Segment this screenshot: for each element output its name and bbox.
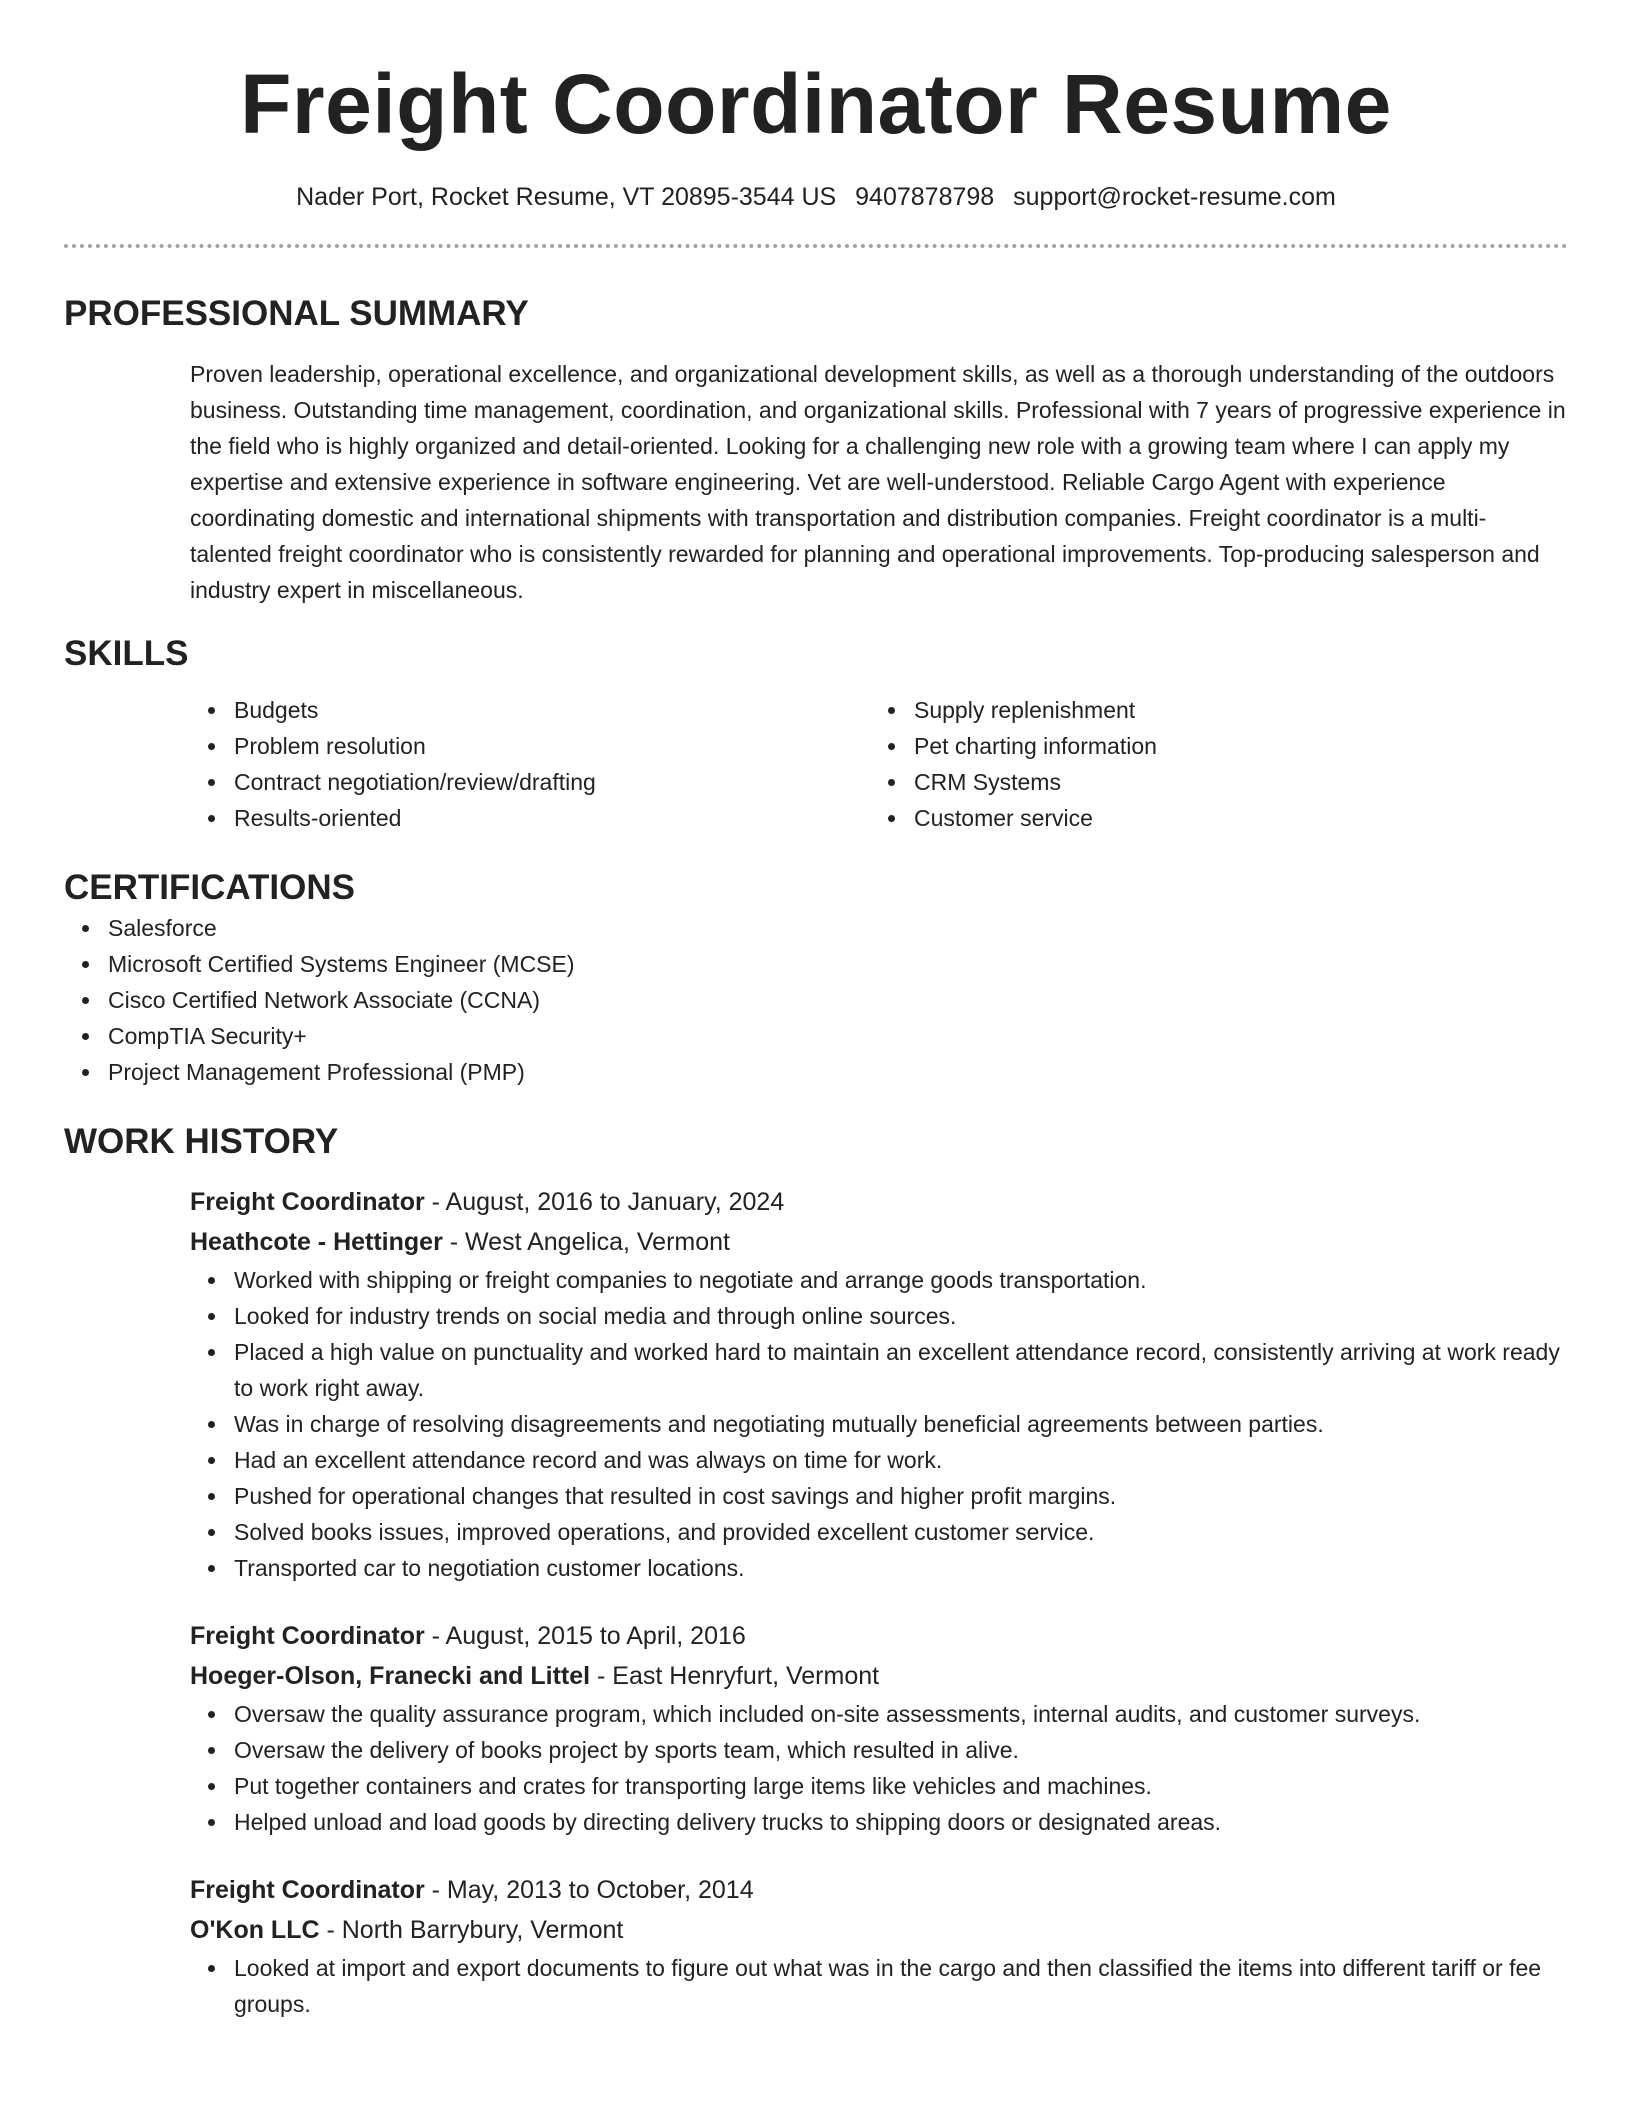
skills-heading: SKILLS — [64, 634, 189, 673]
job-company-line — [190, 1656, 1568, 1696]
job-bullets — [190, 1950, 1568, 2022]
resume-page — [64, 0, 1568, 2022]
contact-line — [64, 180, 1568, 214]
job-bullet: Looked for industry trends on social media and through online sources. — [234, 1298, 1568, 1334]
certification-item: Cisco Certified Network Associate (CCNA) — [108, 982, 1568, 1018]
job-company: Heathcote - Hettinger — [190, 1228, 443, 1256]
job-title: Freight Coordinator — [190, 1622, 425, 1650]
job-bullet: Placed a high value on punctuality and worked hard to maintain an excellent attendance record, consistently arriving at work ready to work right away. — [234, 1334, 1568, 1406]
skill-item: Results-oriented — [234, 800, 870, 836]
job-bullet: Had an excellent attendance record and was always on time for work. — [234, 1442, 1568, 1478]
summary-text: Proven leadership, operational excellence, and organizational development skills, as well as a thorough understanding of the outdoors business. Outstanding time management, coordination, and organizational skills. Professional with 7 years of progressive experience in the field who is highly organized and detail-oriented. Looking for a challenging new role with a growing team where I can apply my expertise and extensive experience in software engineering. Vet are well-understood. Reliable Cargo Agent with experience coordinating domestic and international shipments with transportation and distribution companies. Freight coordinator is a multi-talented freight coordinator who is consistently rewarded for planning and operational improvements. Top-producing salesperson and industry expert in miscellaneous. — [190, 361, 1566, 603]
job-bullet: Transported car to negotiation customer locations. — [234, 1550, 1568, 1586]
summary-heading: PROFESSIONAL SUMMARY — [64, 294, 529, 333]
contact-address: Nader Port, Rocket Resume, VT 20895-3544 US — [296, 183, 837, 211]
skill-item: CRM Systems — [914, 764, 1568, 800]
job-bullet: Worked with shipping or freight companies to negotiate and arrange goods transportation. — [234, 1262, 1568, 1298]
job-title-line — [190, 1182, 1568, 1222]
job-dates: - August, 2016 to January, 2024 — [424, 1188, 785, 1216]
job-bullet: Helped unload and load goods by directing delivery trucks to shipping doors or designated areas. — [234, 1804, 1568, 1840]
skills-list-left — [190, 692, 870, 836]
skill-item: Contract negotiation/review/drafting — [234, 764, 870, 800]
job-bullet: Was in charge of resolving disagreements and negotiating mutually beneficial agreements between parties. — [234, 1406, 1568, 1442]
job-title-line — [190, 1870, 1568, 1910]
job-bullets — [190, 1696, 1568, 1840]
job-company-line — [190, 1222, 1568, 1262]
job-bullet: Put together containers and crates for transporting large items like vehicles and machines. — [234, 1768, 1568, 1804]
job-bullet: Pushed for operational changes that resulted in cost savings and higher profit margins. — [234, 1478, 1568, 1514]
certification-item: CompTIA Security+ — [108, 1018, 1568, 1054]
job-bullet: Solved books issues, improved operations, and provided excellent customer service. — [234, 1514, 1568, 1550]
skills-grid — [190, 692, 1568, 836]
job-location: - West Angelica, Vermont — [442, 1228, 730, 1256]
certification-item: Salesforce — [108, 910, 1568, 946]
job-company: O'Kon LLC — [190, 1916, 320, 1944]
skills-list-right — [870, 692, 1568, 836]
certifications-heading: CERTIFICATIONS — [64, 868, 356, 907]
job-location: - North Barrybury, Vermont — [319, 1916, 624, 1944]
job-title-line — [190, 1616, 1568, 1656]
certification-item: Project Management Professional (PMP) — [108, 1054, 1568, 1090]
job-bullet: Looked at import and export documents to figure out what was in the cargo and then classified the items into different tariff or fee groups. — [234, 1950, 1568, 2022]
job-dates: - May, 2013 to October, 2014 — [424, 1876, 754, 1904]
certifications-list — [64, 910, 1568, 1090]
job-company-line — [190, 1910, 1568, 1950]
skill-item: Pet charting information — [914, 728, 1568, 764]
job-entry — [190, 1182, 1568, 1586]
job-entry — [190, 1870, 1568, 2022]
job-bullets — [190, 1262, 1568, 1586]
job-title: Freight Coordinator — [190, 1876, 425, 1904]
job-entry — [190, 1616, 1568, 1840]
job-company: Hoeger-Olson, Franecki and Littel — [190, 1662, 591, 1690]
skill-item: Customer service — [914, 800, 1568, 836]
contact-phone: 9407878798 — [855, 183, 995, 211]
skill-item: Supply replenishment — [914, 692, 1568, 728]
skill-item: Budgets — [234, 692, 870, 728]
job-location: - East Henryfurt, Vermont — [590, 1662, 880, 1690]
contact-email: support@rocket-resume.com — [1013, 183, 1336, 211]
skill-item: Problem resolution — [234, 728, 870, 764]
job-bullet: Oversaw the quality assurance program, which included on-site assessments, internal audits, and customer surveys. — [234, 1696, 1568, 1732]
certification-item: Microsoft Certified Systems Engineer (MCSE) — [108, 946, 1568, 982]
page-title: Freight Coordinator Resume — [240, 57, 1392, 151]
job-dates: - August, 2015 to April, 2016 — [424, 1622, 746, 1650]
job-title: Freight Coordinator — [190, 1188, 425, 1216]
header-divider — [64, 244, 1568, 248]
job-bullet: Oversaw the delivery of books project by sports team, which resulted in alive. — [234, 1732, 1568, 1768]
work-history-heading: WORK HISTORY — [64, 1122, 339, 1161]
